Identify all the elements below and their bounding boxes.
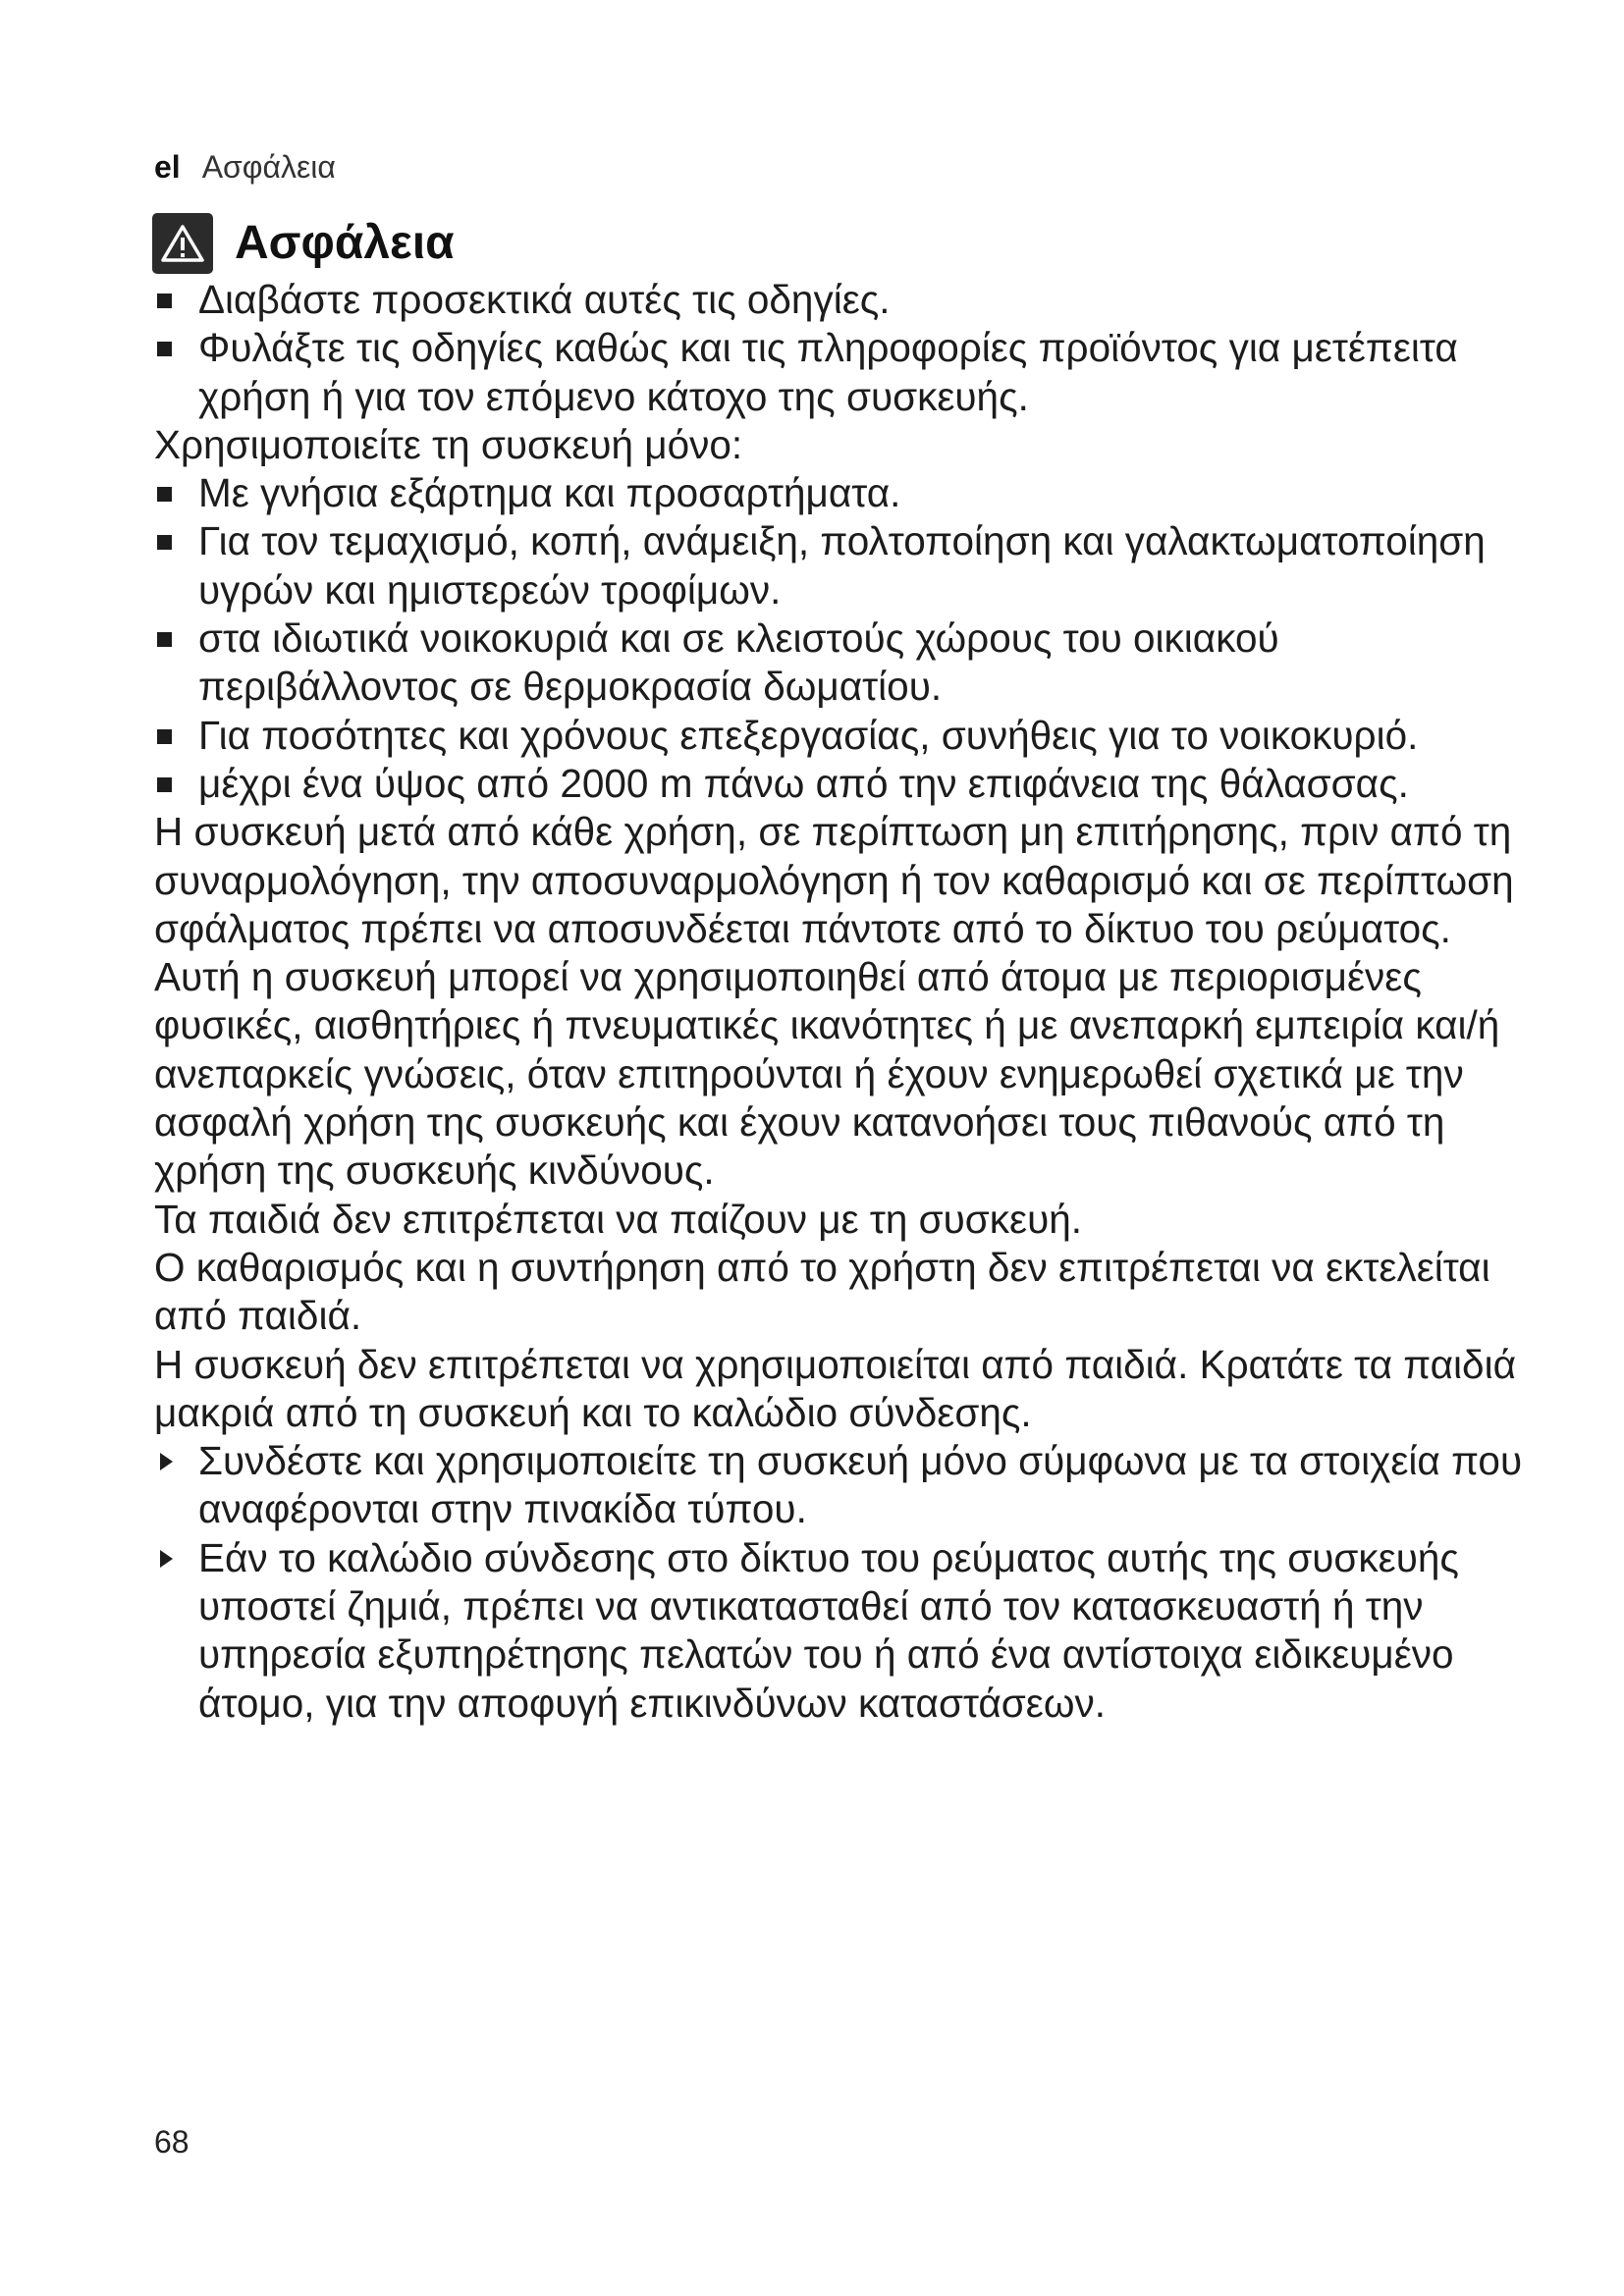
action-item: Συνδέστε και χρησιμοποιείτε τη συσκευή μόνο σύμφωνα με τα στοιχεία που αναφέρονται στην πινακίδα τύπου.	[154, 1437, 1529, 1534]
bullet-square-icon	[157, 342, 172, 356]
paragraph: Ο καθαρισμός και η συντήρηση από το χρήστη δεν επιτρέπεται να εκτελείται από παιδιά.	[154, 1244, 1490, 1339]
bullet-square-icon	[157, 729, 172, 744]
list-item: μέχρι ένα ύψος από 2000 m πάνω από την επιφάνεια της θάλασσας.	[154, 760, 1529, 808]
list-item: Με γνήσια εξάρτημα και προσαρτήματα.	[154, 469, 1529, 517]
bullet-square-icon	[157, 487, 172, 502]
language-code: el	[154, 149, 181, 185]
section-name: Ασφάλεια	[201, 149, 336, 185]
paragraph: Η συσκευή μετά από κάθε χρήση, σε περίπτωση μη επιτήρησης, πριν από τη συναρμολόγηση, την αποσυναρμολόγηση ή τον καθαρισμό και σε περίπτωση σφάλματος πρέπει να αποσυνδέεται πάντοτε από το δίκτυο του ρεύματος.	[154, 809, 1514, 951]
bullet-square-icon	[157, 535, 172, 550]
section-heading	[152, 213, 455, 274]
bullet-square-icon	[157, 632, 172, 647]
action-item: Εάν το καλώδιο σύνδεσης στο δίκτυο του ρεύματος αυτής της συσκευής υποστεί ζημιά, πρέπει να αντικατασταθεί από τον κατασκευαστή ή την υπηρεσία εξυπηρέτησης πελατών του ή από ένα αντίστοιχα ειδικευμένο άτομο, για την αποφυγή επικινδύνων καταστάσεων.	[154, 1534, 1529, 1728]
paragraph: Αυτή η συσκευή μπορεί να χρησιμοποιηθεί από άτομα με περιορισμένες φυσικές, αισθητήριες ή πνευματικές ικανότητες ή με ανεπαρκή εμπειρία και/ή ανεπαρκείς γνώσεις, όταν επιτηρούνται ή έχουν ενημερωθεί σχετικά με την ασφαλή χρήση της συσκευής και έχουν κατανοήσει τους πιθανούς από τη χρήση της συσκευής κινδύνους.	[154, 954, 1500, 1194]
warning-triangle-icon	[152, 213, 213, 274]
paragraph: Η συσκευή δεν επιτρέπεται να χρησιμοποιείται από παιδιά. Κρατάτε τα παιδιά μακριά από τη συσκευή και το καλώδιο σύνδεσης.	[154, 1341, 1517, 1435]
list-item: Διαβάστε προσεκτικά αυτές τις οδηγίες.	[154, 276, 1529, 324]
page-title: Ασφάλεια	[235, 217, 455, 269]
page-number: 68	[154, 2124, 189, 2160]
paragraph: Τα παιδιά δεν επιτρέπεται να παίζουν με τη συσκευή.	[154, 1196, 1083, 1242]
bullet-square-icon	[157, 294, 172, 308]
arrow-bullet-icon	[160, 1453, 173, 1470]
running-header	[154, 147, 336, 187]
arrow-bullet-icon	[160, 1550, 173, 1568]
list-item: Φυλάξτε τις οδηγίες καθώς και τις πληροφορίες προϊόντος για μετέπειτα χρήση ή για τον επόμενο κάτοχο της συσκευής.	[154, 324, 1529, 421]
safety-content	[154, 276, 1529, 1728]
use-intro: Χρησιμοποιείτε τη συσκευή μόνο:	[154, 421, 743, 467]
list-item: Για ποσότητες και χρόνους επεξεργασίας, συνήθεις για το νοικοκυριό.	[154, 712, 1529, 760]
list-item: στα ιδιωτικά νοικοκυριά και σε κλειστούς χώρους του οικιακού περιβάλλοντος σε θερμοκρασία δωματίου.	[154, 614, 1529, 712]
bullet-square-icon	[157, 777, 172, 792]
list-item: Για τον τεμαχισμό, κοπή, ανάμειξη, πολτοποίηση και γαλακτωματοποίηση υγρών και ημιστερεών τροφίμων.	[154, 517, 1529, 614]
